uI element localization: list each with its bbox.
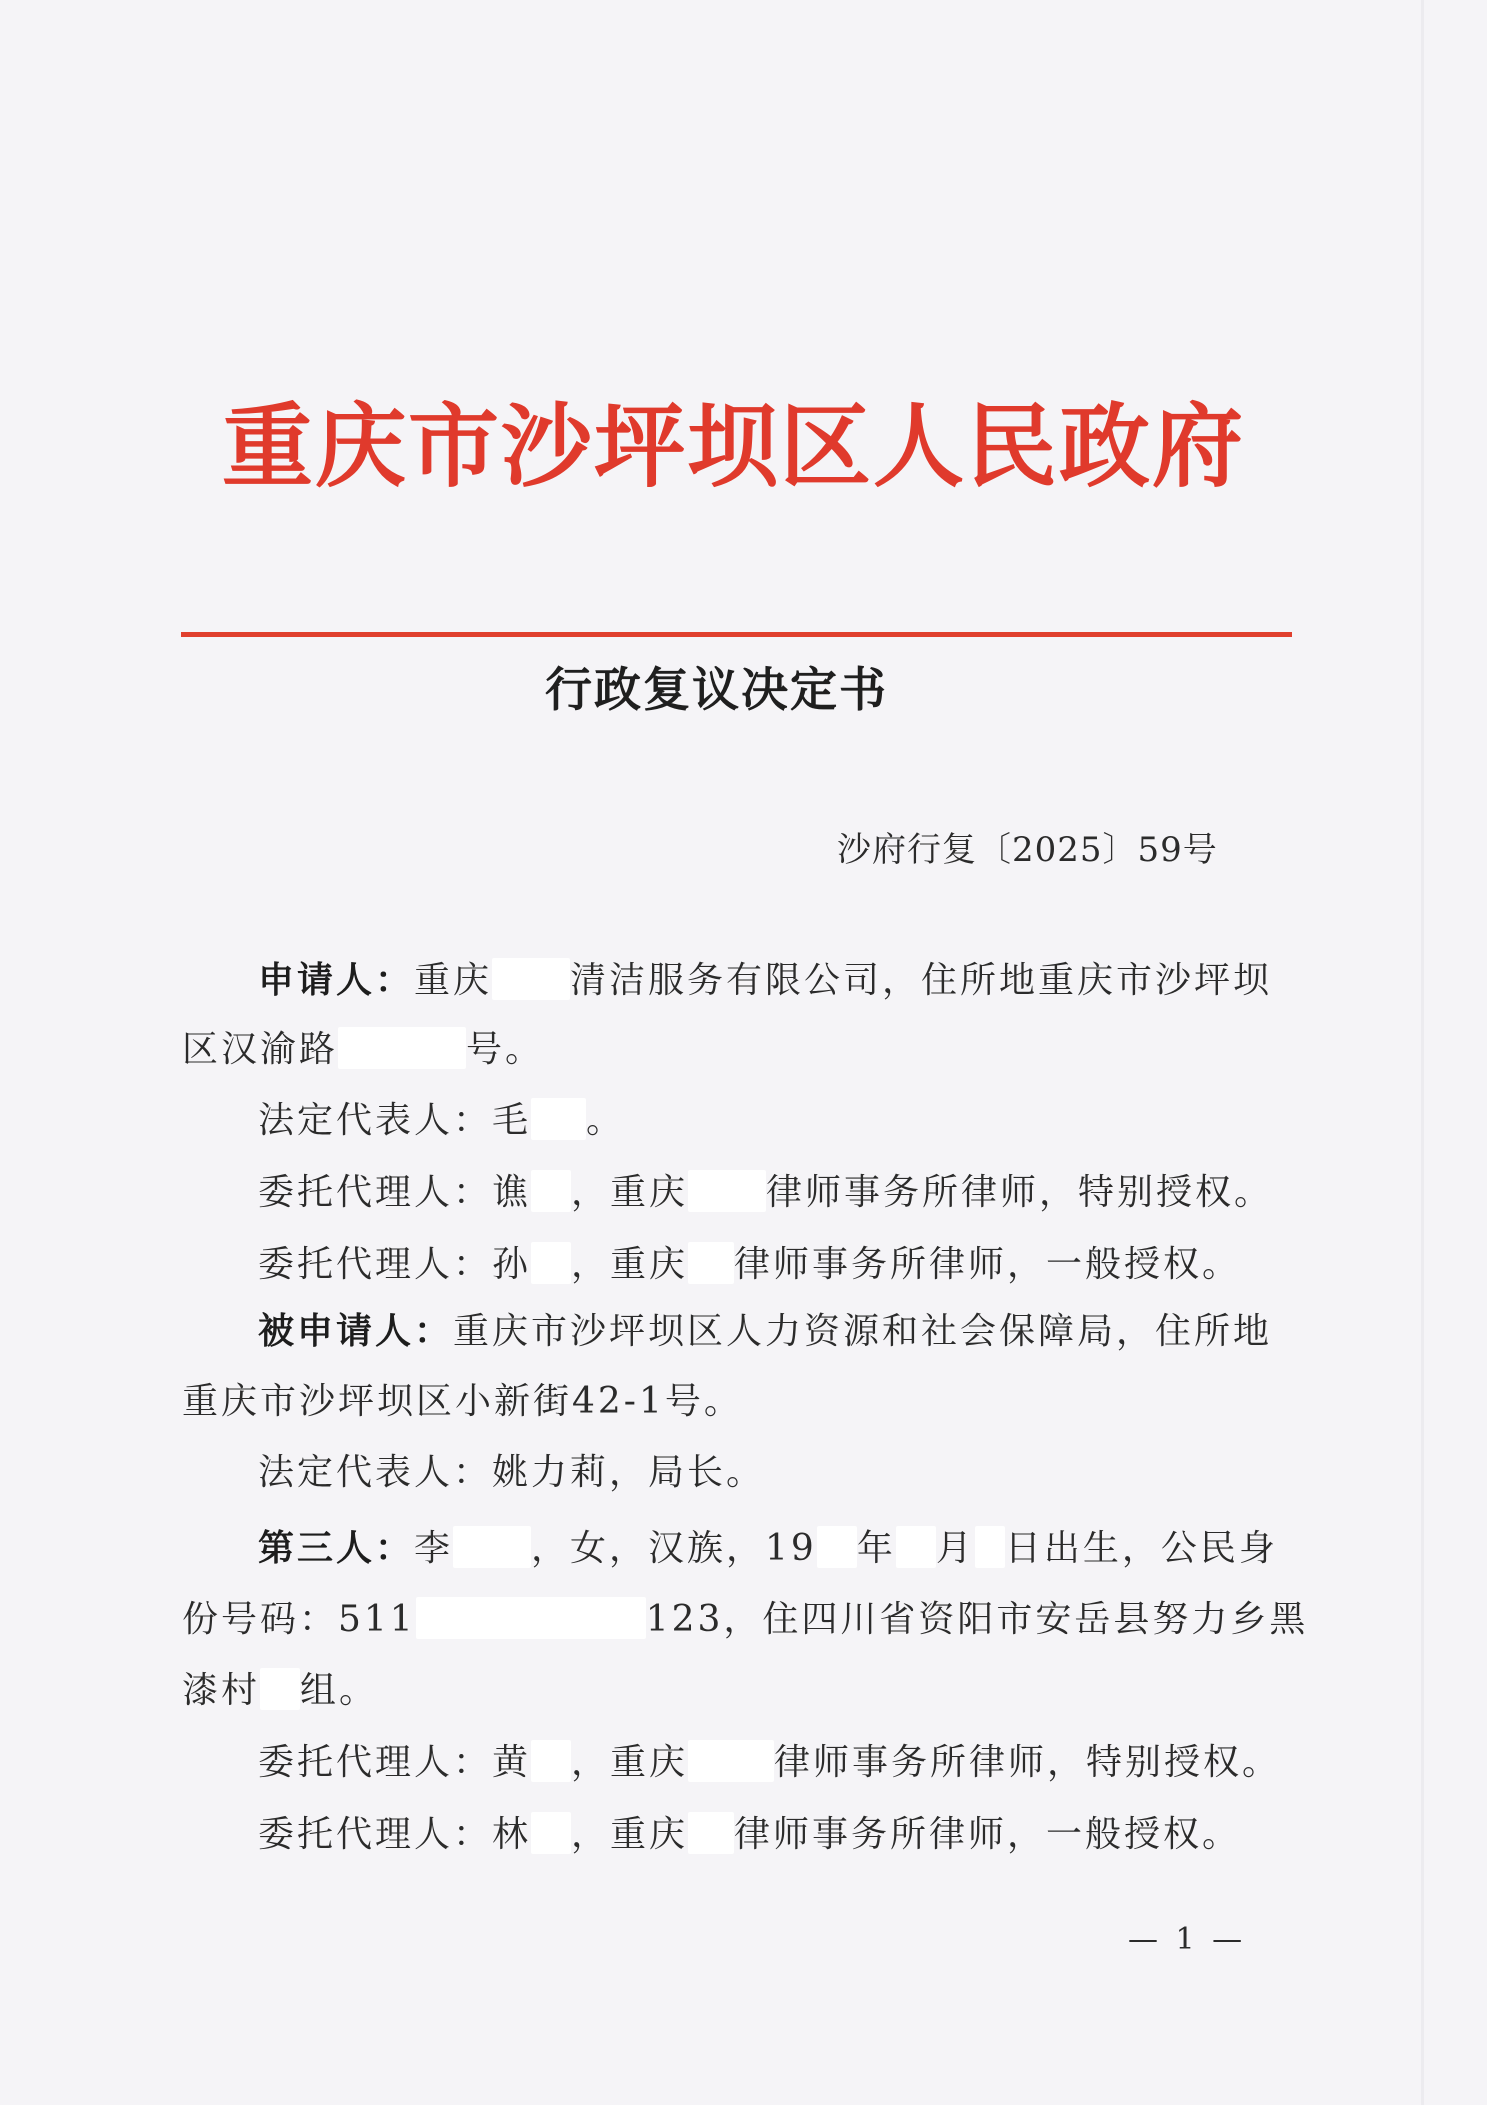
red-rule-divider (181, 632, 1292, 637)
redaction-box (531, 1242, 571, 1284)
redaction-box (338, 1027, 466, 1069)
redaction-box (688, 1812, 734, 1854)
document-number: 沙府行复〔2025〕59号 (837, 830, 1218, 870)
redaction-box (531, 1740, 571, 1782)
respondent-line-2: 重庆市沙坪坝区小新街42-1号。 (182, 1381, 743, 1422)
legal-representative-1: 法定代表人：毛 。 (258, 1100, 626, 1141)
redaction-box (531, 1812, 571, 1854)
agent-3: 委托代理人：黄 ，重庆 律师事务所律师，特别授权。 (258, 1742, 1282, 1783)
redaction-box (453, 1526, 531, 1568)
applicant-line-1: 申请人：重庆 清洁服务有限公司，住所地重庆市沙坪坝 (258, 959, 1273, 1001)
legal-representative-2: 法定代表人：姚力莉，局长。 (258, 1452, 766, 1493)
redaction-box (492, 958, 570, 1000)
redaction-box (531, 1170, 571, 1212)
issuer-header: 重庆市沙坪坝区人民政府 (222, 394, 1246, 500)
agent-2: 委托代理人：孙 ，重庆 律师事务所律师，一般授权。 (258, 1244, 1242, 1285)
third-party-line-3: 漆村 组。 (182, 1670, 379, 1711)
redaction-box (688, 1170, 766, 1212)
redaction-box (531, 1098, 586, 1140)
applicant-line-2: 区汉渝路 号。 (182, 1029, 545, 1070)
redaction-box (896, 1526, 936, 1568)
document-title: 行政复议决定书 (545, 663, 888, 718)
respondent-line-1: 被申请人：重庆市沙坪坝区人力资源和社会保障局，住所地 (258, 1310, 1273, 1352)
redaction-box (817, 1526, 857, 1568)
redaction-box (260, 1668, 300, 1710)
agent-1: 委托代理人：谯 ，重庆 律师事务所律师，特别授权。 (258, 1172, 1274, 1213)
redaction-box (416, 1597, 646, 1639)
redaction-box (688, 1740, 774, 1782)
respondent-label: 被申请人： (258, 1310, 454, 1352)
page-number: — 1 — (1128, 1922, 1247, 1957)
redaction-box (975, 1526, 1005, 1568)
applicant-label: 申请人： (258, 959, 415, 1001)
redaction-box (688, 1242, 734, 1284)
agent-4: 委托代理人：林 ，重庆 律师事务所律师，一般授权。 (258, 1814, 1242, 1855)
third-party-line-2: 份号码：511 123，住四川省资阳市安岳县努力乡黑 (182, 1599, 1309, 1640)
third-party-label: 第三人： (258, 1527, 415, 1569)
third-party-line-1: 第三人：李 ，女，汉族，19 年 月 日出生，公民身 (258, 1527, 1278, 1569)
